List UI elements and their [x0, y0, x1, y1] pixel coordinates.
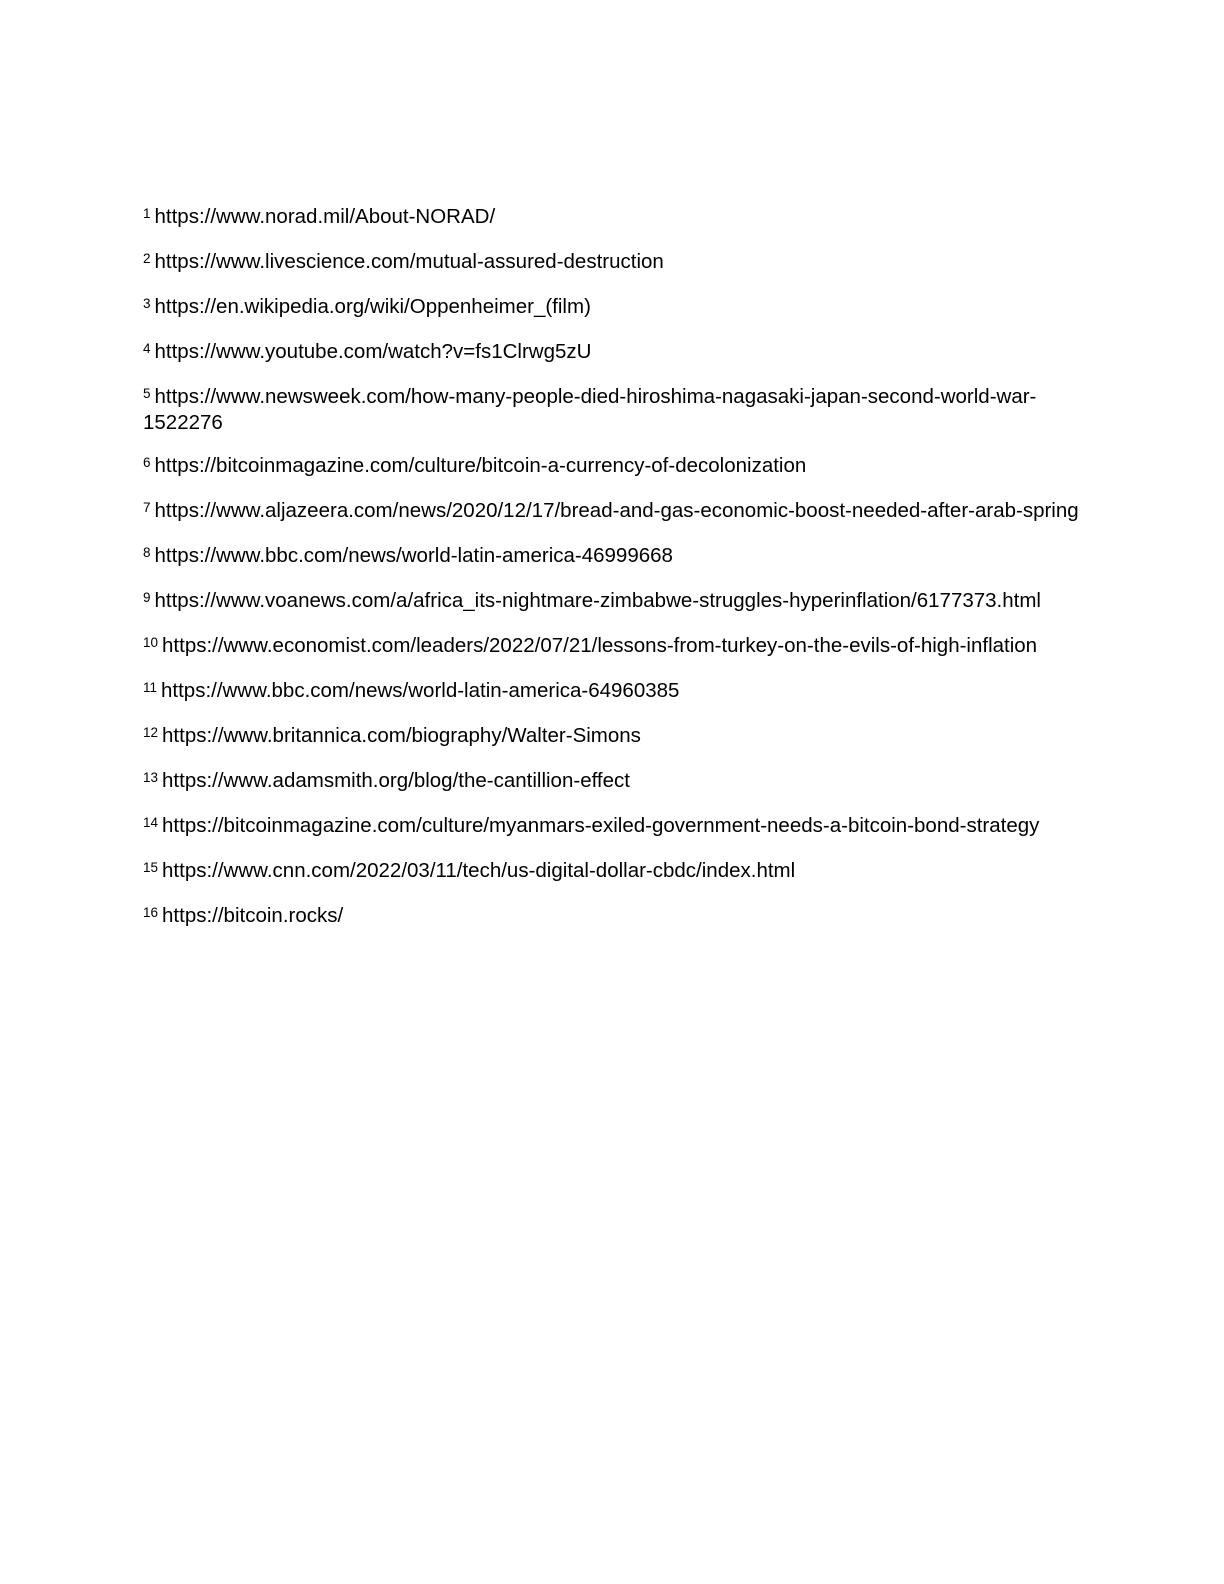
- footnote-item: [143, 679, 1083, 705]
- footnote-link[interactable]: https://www.livescience.com/mutual-assured-destruction: [154, 250, 664, 273]
- footnote-list: [143, 205, 1083, 949]
- footnote-link[interactable]: https://www.britannica.com/biography/Walter-Simons: [162, 724, 641, 747]
- footnote-link[interactable]: https://www.aljazeera.com/news/2020/12/17/bread-and-gas-economic-boost-needed-after-arab-spring: [154, 499, 1079, 522]
- footnote-item: [143, 295, 1083, 321]
- footnote-number: 8: [143, 545, 151, 560]
- footnote-number: 6: [143, 455, 151, 470]
- footnote-number: 1: [143, 206, 151, 221]
- footnote-item: [143, 769, 1083, 795]
- footnote-link[interactable]: https://www.cnn.com/2022/03/11/tech/us-digital-dollar-cbdc/index.html: [162, 859, 796, 882]
- footnote-link[interactable]: https://www.bbc.com/news/world-latin-america-64960385: [161, 679, 680, 702]
- footnote-item: [143, 589, 1083, 615]
- footnote-number: 15: [143, 860, 159, 875]
- footnote-link[interactable]: https://www.norad.mil/About-NORAD/: [154, 205, 496, 228]
- footnote-link[interactable]: https://bitcoin.rocks/: [162, 904, 344, 927]
- footnote-item: [143, 499, 1083, 525]
- footnote-item: [143, 340, 1083, 366]
- footnote-link[interactable]: https://www.economist.com/leaders/2022/07/21/lessons-from-turkey-on-the-evils-of-high-inflation: [162, 634, 1038, 657]
- footnote-item: [143, 544, 1083, 570]
- footnote-item: [143, 814, 1083, 840]
- footnote-item: [143, 250, 1083, 276]
- footnote-link[interactable]: https://www.voanews.com/a/africa_its-nightmare-zimbabwe-struggles-hyperinflation/6177373.html: [154, 589, 1041, 612]
- footnote-number: 10: [143, 635, 159, 650]
- footnote-number: 13: [143, 770, 159, 785]
- footnote-number: 16: [143, 905, 159, 920]
- footnote-link[interactable]: https://bitcoinmagazine.com/culture/myanmars-exiled-government-needs-a-bitcoin-bond-strategy: [162, 814, 1040, 837]
- footnote-item: [143, 454, 1083, 480]
- footnote-number: 7: [143, 500, 151, 515]
- footnote-item: [143, 724, 1083, 750]
- footnote-link[interactable]: https://www.newsweek.com/how-many-people-died-hiroshima-nagasaki-japan-second-world-war-1522276: [143, 385, 1037, 434]
- footnote-number: 2: [143, 251, 151, 266]
- footnote-link[interactable]: https://en.wikipedia.org/wiki/Oppenheimer_(film): [154, 295, 591, 318]
- footnote-link[interactable]: https://www.bbc.com/news/world-latin-america-46999668: [154, 544, 673, 567]
- footnote-number: 9: [143, 590, 151, 605]
- footnote-number: 3: [143, 296, 151, 311]
- footnote-item: [143, 205, 1083, 231]
- footnote-number: 14: [143, 815, 159, 830]
- footnote-number: 5: [143, 386, 151, 401]
- footnote-item: [143, 634, 1083, 660]
- footnote-link[interactable]: https://www.adamsmith.org/blog/the-cantillion-effect: [162, 769, 630, 792]
- footnote-item: [143, 385, 1083, 435]
- footnote-item: [143, 904, 1083, 930]
- footnote-link[interactable]: https://bitcoinmagazine.com/culture/bitcoin-a-currency-of-decolonization: [154, 454, 807, 477]
- footnote-link[interactable]: https://www.youtube.com/watch?v=fs1Clrwg5zU: [154, 340, 592, 363]
- footnote-number: 12: [143, 725, 159, 740]
- footnote-number: 4: [143, 341, 151, 356]
- footnote-number: 11: [143, 680, 158, 695]
- footnote-item: [143, 859, 1083, 885]
